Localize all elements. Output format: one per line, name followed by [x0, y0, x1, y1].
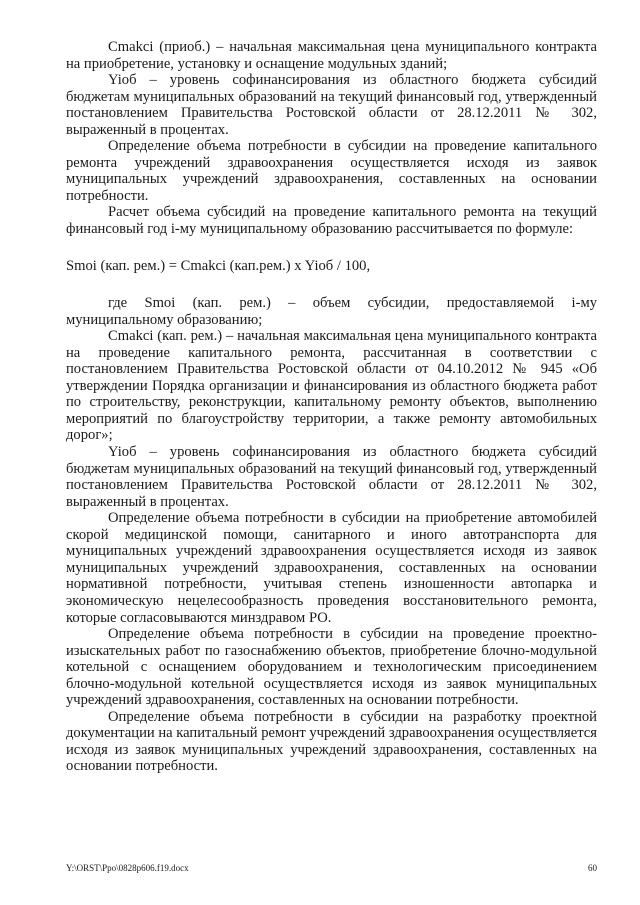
- paragraph-calculation-intro: Расчет объема субсидий на проведение капитального ремонта на текущий финансовый год i-му муниципальному образованию рассчитывается по формуле:: [66, 204, 597, 238]
- paragraph-capital-repair-need: Определение объема потребности в субсидии на проведение капитального ремонта учреждений здравоохранения осуществляется исходя из заявок муниципальных учреждений здравоохранения, составленных на основании потребности.: [66, 138, 597, 204]
- document-body: [66, 39, 597, 775]
- file-path: Y:\ORST\Ppo\0828p606.f19.docx: [66, 863, 189, 873]
- paragraph-yiob-definition: Yiоб – уровень софинансирования из областного бюджета субсидий бюджетам муниципальных образований на текущий финансовый год, утвержденный постановлением Правительства Ростовской области от 28.12.2011 № 302, выраженный в процентах.: [66, 72, 597, 138]
- page-number: 60: [588, 863, 597, 873]
- paragraph-ambulance-need: Определение объема потребности в субсидии на приобретение автомобилей скорой медицинской помощи, санитарного и иного автотранспорта для муниципальных учреждений здравоохранения осуществляется исходя из заявок муниципальных учреждений здравоохранения, составленных на основании нормативной потребности, учитывая степень изношенности автопарка и экономическую нецелесообразность проведения восстановительного ремонта, которые согласовываются минздравом РО.: [66, 510, 597, 626]
- paragraph-gas-supply-need: Определение объема потребности в субсидии на проведение проектно-изыскательных работ по газоснабжению объектов, приобретение блочно-модульной котельной с оснащением оборудованием и технологическим присоединением блочно-модульной котельной осуществляется исходя из заявок муниципальных учреждений здравоохранения, составленных на основании потребности.: [66, 626, 597, 709]
- formula-line: Smoi (кап. рем.) = Cmakci (кап.рем.) x Yiоб / 100,: [66, 257, 371, 274]
- paragraph-cmakci-kap-rem: Cmakci (кап. рем.) – начальная максимальная цена муниципального контракта на проведение капитального ремонта, рассчитанная в соответствии с постановлением Правительства Ростовской области от 04.10.2012 № 945 «Об утверждении Порядка организации и финансирования из областного бюджета работ по строительству, реконструкции, капитальному ремонту объектов, выполнению мероприятий по благоустройству территории, а также ремонту автомобильных дорог»;: [66, 328, 597, 444]
- paragraph-yiob-definition-2: Yiоб – уровень софинансирования из областного бюджета субсидий бюджетам муниципальных образований на текущий финансовый год, утвержденный постановлением Правительства Ростовской области от 28.12.2011 № 302, выраженный в процентах.: [66, 444, 597, 510]
- paragraph-design-docs-need: Определение объема потребности в субсидии на разработку проектной документации на капитальный ремонт учреждений здравоохранения осуществляется исходя из заявок муниципальных учреждений здравоохранения, составленных на основании потребности.: [66, 708, 597, 775]
- paragraph-cmakci-priob: Cmakci (приоб.) – начальная максимальная цена муниципального контракта на приобретение, установку и оснащение модульных зданий;: [66, 39, 597, 72]
- paragraph-smoi-definition: где Smoi (кап. рем.) – объем субсидии, предоставляемой i-му муниципальному образованию;: [66, 295, 597, 328]
